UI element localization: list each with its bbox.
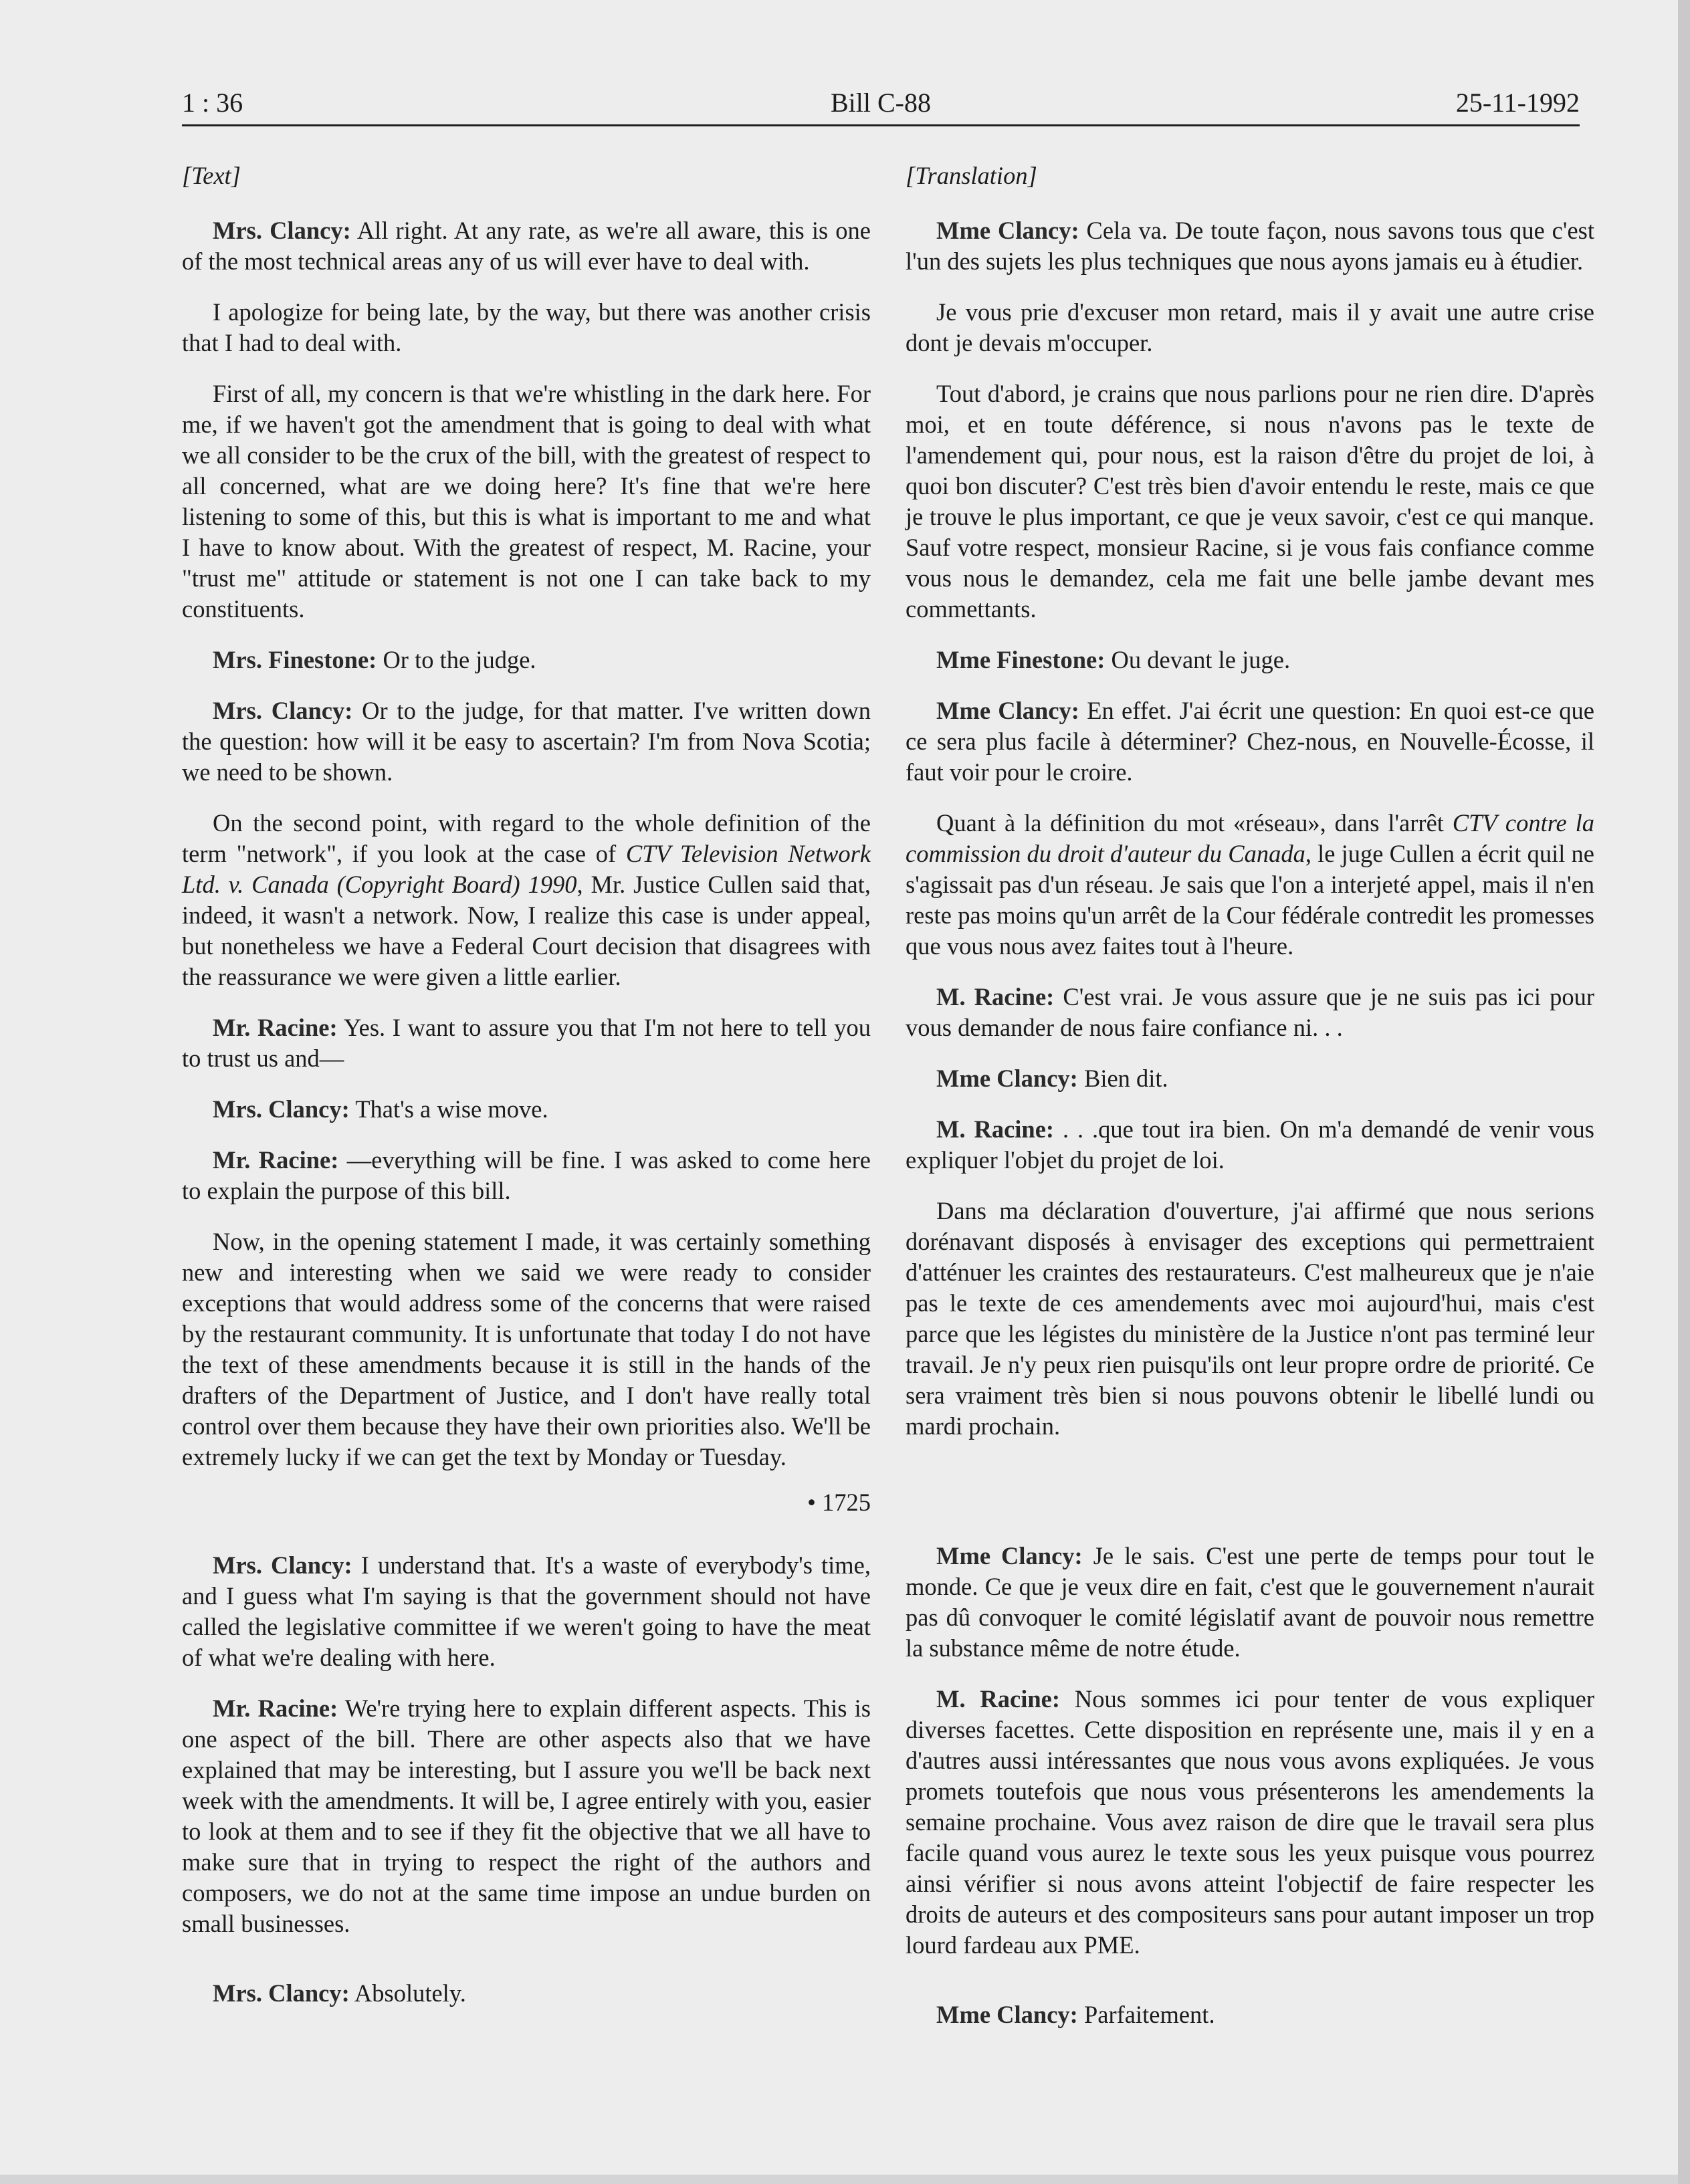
- paragraph-text: Absolutely.: [349, 1979, 466, 2007]
- paragraph-text: Or to the judge.: [377, 646, 536, 673]
- paragraph-text: All right. At any rate, as we're all aware, this is one of the most technical areas any of us will ever have to deal with.: [182, 217, 871, 275]
- paragraph: [906, 1114, 1594, 1176]
- paragraph-text: First of all, my concern is that we're whistling in the dark here. For me, if we haven't got the amendment that is going to deal with what we all consider to be the crux of the bill, with the greatest of respect to all concerned, what are we doing here? It's fine that we're here listening to some of this, but this is what is important to me and what I have to know about. With the greatest of respect, M. Racine, your "trust me" attitude or statement is not one I can take back to my constituents.: [182, 380, 871, 623]
- paragraph: [182, 1145, 871, 1206]
- paragraph-text: Cela va. De toute façon, nous savons tous que c'est l'un des sujets les plus techniques que nous ayons jamais eu à étudier.: [906, 217, 1594, 275]
- paragraph-text: Now, in the opening statement I made, it was certainly something new and interesting when we said we were ready to consider exceptions that would address some of the concerns that were raised by the restaurant community. It is unfortunate that today I do not have the text of these amendments because it is still in the hands of the drafters of the Department of Justice, and I don't have really total control over them because they have their own priorities also. We'll be extremely lucky if we can get the text by Monday or Tuesday.: [182, 1228, 871, 1470]
- paragraph-text: I apologize for being late, by the way, but there was another crisis that I had to deal with.: [182, 298, 871, 356]
- speaker-name: Mr. Racine:: [213, 1014, 338, 1041]
- paragraph: [182, 1094, 871, 1125]
- paragraph: [182, 695, 871, 788]
- paragraph: [182, 297, 871, 358]
- paragraph-text: Parfaitement.: [1077, 2001, 1215, 2028]
- paragraph: [182, 1012, 871, 1074]
- paragraph-text: That's a wise move.: [349, 1095, 548, 1123]
- paragraph-text: Tout d'abord, je crains que nous parlions pour ne rien dire. D'après moi, et en toute déférence, si nous n'avons pas le texte de l'amendement qui, pour nous, est la raison d'être du projet de loi, à quoi bon discuter? C'est très bien d'avoir entendu le reste, mais ce que je trouve le plus important, ce que je veux savoir, c'est ce qui manque. Sauf votre respect, monsieur Racine, si je vous fais confiance comme vous nous le demandez, cela me fait une belle jambe devant mes commettants.: [906, 380, 1594, 623]
- section-gap: [906, 1442, 1594, 1541]
- speaker-name: M. Racine:: [936, 1115, 1055, 1143]
- paragraph: [906, 1999, 1594, 2030]
- paragraph-text: I understand that. It's a waste of everybody's time, and I guess what I'm saying is that the government should not have called the legislative committee if we weren't going to have the meat of what we're dealing with here.: [182, 1551, 871, 1671]
- paragraph-text: Je vous prie d'excuser mon retard, mais il y avait une autre crise dont je devais m'occuper.: [906, 298, 1594, 356]
- paragraph-text: Je le sais. C'est une perte de temps pour tout le monde. Ce que je veux dire en fait, c'est que le gouvernement n'aurait pas dû convoquer le comité législatif avant de pouvoir nous remettre la substance même de notre étude.: [906, 1542, 1594, 1662]
- header-date: 25-11-1992: [1455, 88, 1580, 118]
- section-gap: [182, 1518, 871, 1550]
- page-header: [182, 87, 1580, 127]
- paragraph: [906, 1684, 1594, 1961]
- paragraph: [182, 1693, 871, 1939]
- paragraph-text: We're trying here to explain different aspects. This is one aspect of the bill. There are other aspects also that we have explained that may be interesting, but I assure you we'll be back next week with the amendments. It will be, I agree entirely with you, easier to look at them and to see if they fit the objective that we all have to make sure that in trying to respect the right of the authors and composers, we do not at the same time impose an undue burden on small businesses.: [182, 1695, 871, 1937]
- speaker-name: Mrs. Clancy:: [213, 217, 351, 244]
- paragraph-text: Yes. I want to assure you that I'm not here to tell you to trust us and—: [182, 1014, 871, 1072]
- speaker-name: Mrs. Clancy:: [213, 1095, 350, 1123]
- header-rule: [182, 124, 1580, 126]
- speaker-name: Mme Clancy:: [936, 217, 1079, 244]
- speaker-name: Mme Clancy:: [936, 2001, 1078, 2028]
- paragraph: [182, 645, 871, 675]
- paragraph: [906, 297, 1594, 358]
- paragraph: [906, 1063, 1594, 1094]
- paragraph-text: , le juge Cullen a écrit quil ne s'agissait pas d'un réseau. Je sais que l'on a interjeté appel, mais il n'en reste pas moins qu'un arrêt de la Cour fédérale contredit les promesses que vous nous avez faites tout à l'heure.: [906, 840, 1594, 960]
- speaker-name: Mrs. Clancy:: [213, 697, 353, 724]
- paragraph-text: , Mr. Justice Cullen said that, indeed, it wasn't a network. Now, I realize this case is under appeal, but nonetheless we have a Federal Court decision that disagrees with the reassurance we were given a little earlier.: [182, 871, 871, 990]
- speaker-name: Mme Clancy:: [936, 697, 1079, 724]
- paragraph: [182, 1978, 871, 2009]
- speaker-name: M. Racine:: [936, 1685, 1061, 1713]
- paragraph: [182, 1226, 871, 1472]
- paragraph-text: . . .que tout ira bien. On m'a demandé de venir vous expliquer l'objet du projet de loi.: [906, 1115, 1594, 1174]
- paragraph-text: Ou devant le juge.: [1105, 646, 1291, 673]
- speaker-name: Mr. Racine:: [213, 1695, 338, 1722]
- paragraph-text: En effet. J'ai écrit une question: En quoi est-ce que ce sera plus facile à déterminer? Chez-nous, en Nouvelle-Écosse, il faut voir pour le croire.: [906, 697, 1595, 786]
- paragraph-text: On the second point, with regard to the whole definition of the term "network", if you look at the case of: [182, 809, 871, 867]
- case-citation: CTV contre la commission du droit d'auteur du Canada: [906, 809, 1594, 867]
- paragraph: [906, 982, 1594, 1043]
- speaker-name: Mme Finestone:: [936, 646, 1105, 673]
- paragraph-text: Quant à la définition du mot «réseau», dans l'arrêt: [936, 809, 1453, 837]
- speaker-name: Mrs. Clancy:: [213, 1979, 350, 2007]
- paragraph: [182, 808, 871, 992]
- paragraph-text: Or to the judge, for that matter. I've written down the question: how will it be easy to ascertain? I'm from Nova Scotia; we need to be shown.: [182, 697, 871, 786]
- paragraph-text: Nous sommes ici pour tenter de vous expliquer diverses facettes. Cette disposition en représente une, mais il y en a d'autres aussi intéressantes que nous vous avons expliquées. Je vous promets toutefois que nous vous présenterons les amendements la semaine prochaine. Vous avez raison de dire que le travail sera plus facile quand vous aurez le texte sous les yeux puisque vous pourrez ainsi vérifier si nous avons atteint l'objectif de faire respecter les droits de auteurs et des compositeurs sans pour autant imposer un trop lourd fardeau aux PME.: [906, 1685, 1595, 1959]
- french-column: [906, 160, 1594, 2030]
- paragraph-text: Bien dit.: [1077, 1065, 1168, 1092]
- paragraph-text: Dans ma déclaration d'ouverture, j'ai affirmé que nous serions dorénavant disposés à envisager des exceptions qui permettraient d'atténuer les craintes des restaurateurs. C'est malheureux que je n'aie pas le texte de ces amendements avec moi aujourd'hui, mais c'est parce que les légistes du ministère de la Justice n'ont pas terminé leur travail. Je n'y peux rien puisqu'ils ont leur propre ordre de priorité. Ce sera vraiment très bien si nous pouvons obtenir le libellé lundi ou mardi prochain.: [906, 1197, 1594, 1440]
- column-label: [Translation]: [906, 162, 1037, 189]
- speaker-name: Mme Clancy:: [936, 1065, 1078, 1092]
- speaker-name: Mme Clancy:: [936, 1542, 1083, 1569]
- paragraph: [906, 645, 1594, 675]
- speaker-name: Mr. Racine:: [213, 1146, 339, 1174]
- paragraph: [906, 1541, 1594, 1664]
- paragraph: [906, 378, 1594, 625]
- bill-title: Bill C-88: [830, 88, 932, 118]
- case-citation: CTV Television Network Ltd. v. Canada (Copyright Board) 1990: [182, 840, 871, 898]
- paragraph: [182, 378, 871, 625]
- english-column: [182, 160, 871, 2009]
- paragraph: [906, 215, 1594, 277]
- speaker-name: Mrs. Clancy:: [213, 1551, 352, 1579]
- paragraph: [182, 1550, 871, 1673]
- column-label: [Text]: [182, 162, 241, 189]
- paragraph: [906, 808, 1594, 962]
- paragraph: [182, 215, 871, 277]
- speaker-name: M. Racine:: [936, 983, 1055, 1010]
- paragraph: [906, 695, 1594, 788]
- paragraph: [906, 1196, 1594, 1442]
- speaker-name: Mrs. Finestone:: [213, 646, 377, 673]
- paragraph-text: —everything will be fine. I was asked to come here to explain the purpose of this bill.: [182, 1146, 871, 1204]
- time-marker: • 1725: [807, 1489, 871, 1516]
- page-number: 1 : 36: [182, 88, 243, 118]
- paragraph-text: C'est vrai. Je vous assure que je ne suis pas ici pour vous demander de nous faire confiance ni. . .: [906, 983, 1595, 1041]
